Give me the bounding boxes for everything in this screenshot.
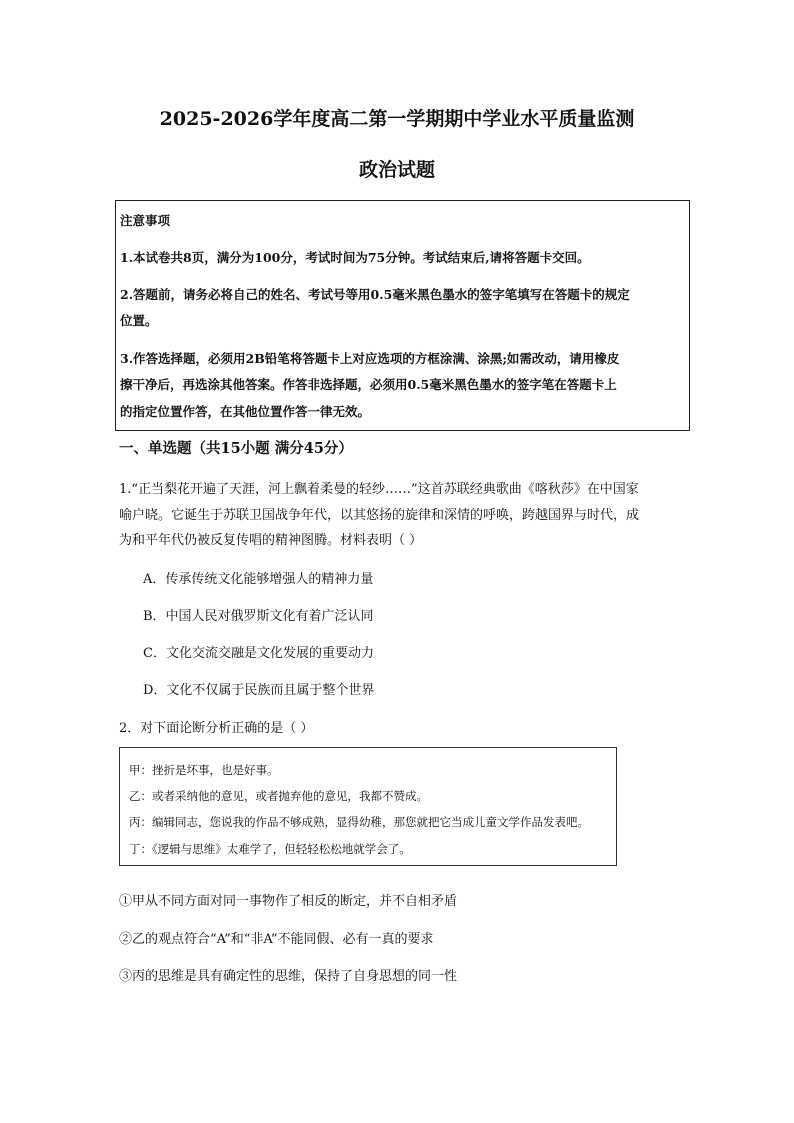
material-line-jia: 甲：挫折是坏事，也是好事。 [129,763,279,777]
question-1-line-2: 喻户晓。它诞生于苏联卫国战争年代，以其悠扬的旋律和深情的呼唤，跨越国界与时代，成 [119,508,640,523]
question-1-option-c: C．文化交流交融是文化发展的重要动力 [143,646,374,661]
material-line-ding: 丁：《逻辑与思维》太难学了，但轻轻松松地就学会了。 [129,842,411,856]
question-1-option-b: B．中国人民对俄罗斯文化有着广泛认同 [143,609,374,624]
notice-item-1: 1.本试卷共8页，满分为100分，考试时间为75分钟。考试结束后,请将答题卡交回。 [120,250,590,265]
material-line-bing: 丙：编辑同志，您说我的作品不够成熟，显得幼稚，那您就把它当成儿童文学作品发表吧。 [129,815,589,829]
question-2-material-box [119,747,617,866]
notice-item-2-line-2: 位置。 [120,313,158,328]
notice-box [115,200,690,431]
question-1-line-1: 1.“正当梨花开遍了天涯，河上飘着柔曼的轻纱……”这首苏联经典歌曲《喀秋莎》在中国家 [119,482,639,497]
section-heading: 一、单选题（共15小题 满分45分） [119,440,353,457]
notice-item-3-line-2: 擦干净后，再选涂其他答案。作答非选择题，必须用0.5毫米黑色墨水的签字笔在答题卡上 [120,377,617,392]
notice-item-3-line-1: 3.作答选择题，必须用2B铅笔将答题卡上对应选项的方框涂满、涂黑;如需改动，请用橡皮 [120,351,620,366]
notice-item-2-line-1: 2.答题前，请务必将自己的姓名、考试号等用0.5毫米黑色墨水的签字笔填写在答题卡的规定 [120,287,630,302]
question-2-statement-2: ②乙的观点符合“A”和“非A”不能同假、必有一真的要求 [119,932,434,947]
notice-item-3-line-3: 的指定位置作答，在其他位置作答一律无效。 [120,404,371,419]
question-1-option-a: A．传承传统文化能够增强人的精神力量 [143,572,374,587]
material-line-yi: 乙：或者采纳他的意见，或者抛弃他的意见，我都不赞成。 [129,789,428,803]
question-1-line-3: 为和平年代仍被反复传唱的精神图腾。材料表明（ ） [119,533,423,548]
exam-title: 2025-2026学年度高二第一学期期中学业水平质量监测 [159,108,635,130]
question-2-statement-1: ①甲从不同方面对同一事物作了相反的断定，并不自相矛盾 [119,894,458,909]
notice-heading: 注意事项 [120,213,171,228]
exam-subject: 政治试题 [358,159,435,181]
question-1-option-d: D．文化不仅属于民族而且属于整个世界 [143,683,375,698]
question-2-stem: 2．对下面论断分析正确的是（ ） [119,721,314,736]
question-2-statement-3: ③丙的思维是具有确定性的思维，保持了自身思想的同一性 [119,969,458,984]
